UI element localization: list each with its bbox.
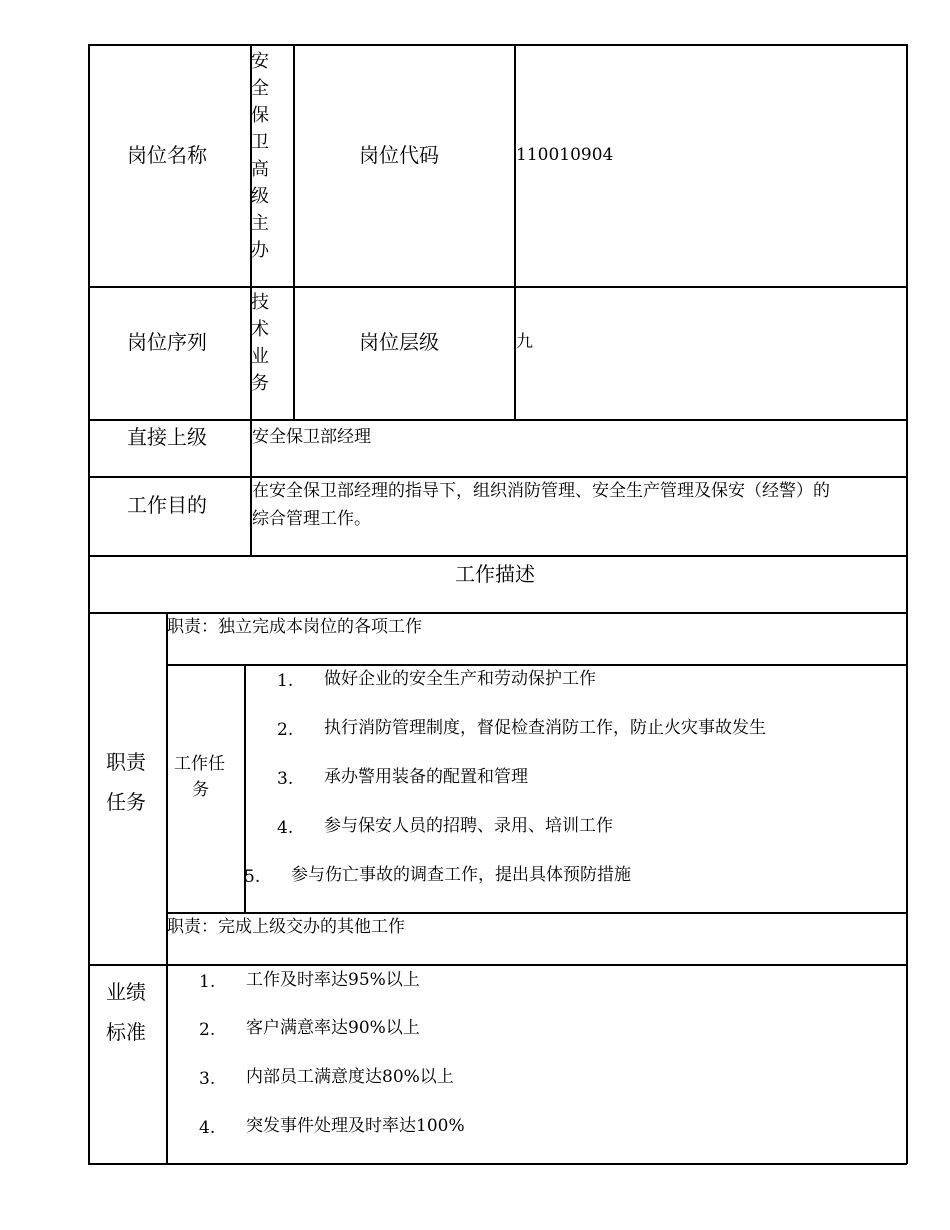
performance-1-text: 工作及时率达95%以上 [246,970,420,990]
task-1-number: 1. [277,671,294,691]
task-2-number: 2. [277,720,294,740]
duties-tasks-label-line2: 任务 [106,790,146,814]
work-purpose-label: 工作目的 [127,493,207,517]
direct-superior-label: 直接上级 [127,425,207,449]
row-divider [88,964,907,966]
performance-4-number: 4. [199,1118,216,1138]
duty-2-text: 职责：完成上级交办的其他工作 [167,917,405,937]
row-divider [166,912,907,914]
position-name-value: 安全保卫高级主办 [251,51,269,261]
table-border-right [906,44,908,1164]
performance-3-number: 3. [199,1069,216,1089]
performance-2-text: 客户满意率达90%以上 [246,1018,420,1038]
duties-tasks-label-line1: 职责 [106,750,146,774]
work-purpose-value-line2: 综合管理工作。 [252,509,371,529]
position-level-label: 岗位层级 [359,330,439,354]
work-tasks-label-line2: 务 [192,780,209,800]
col-divider [166,612,168,1164]
performance-2-number: 2. [199,1020,216,1040]
col-divider [293,44,295,420]
table-border-left [88,44,90,1164]
task-5-text: 参与伤亡事故的调查工作，提出具体预防措施 [291,865,631,885]
task-3-text: 承办警用装备的配置和管理 [324,767,528,787]
position-series-value: 技术业务 [251,292,269,394]
position-level-value: 九 [516,332,533,352]
position-code-value: 110010904 [516,145,614,165]
task-1-text: 做好企业的安全生产和劳动保护工作 [324,669,596,689]
task-5-number: 5. [244,867,261,887]
performance-3-text: 内部员工满意度达80%以上 [246,1067,454,1087]
performance-1-number: 1. [199,972,216,992]
duty-1-text: 职责：独立完成本岗位的各项工作 [167,617,422,637]
performance-4-text: 突发事件处理及时率达100% [246,1116,465,1136]
row-divider [88,286,907,288]
table-border-top [88,44,907,46]
work-purpose-value-line1: 在安全保卫部经理的指导下，组织消防管理、安全生产管理及保安（经警）的 [252,481,830,501]
table-border-bottom [88,1163,907,1165]
col-divider [514,44,516,420]
position-series-label: 岗位序列 [127,330,207,354]
row-divider [166,664,907,666]
work-tasks-label-line1: 工作任 [174,754,225,774]
row-divider [88,612,907,614]
row-divider [88,419,907,421]
performance-label-line1: 业绩 [106,980,146,1004]
direct-superior-value: 安全保卫部经理 [252,427,371,447]
position-code-label: 岗位代码 [359,143,439,167]
position-name-label: 岗位名称 [127,143,207,167]
row-divider [88,555,907,557]
performance-label-line2: 标准 [106,1020,146,1044]
task-2-text: 执行消防管理制度，督促检查消防工作，防止火灾事故发生 [324,718,766,738]
task-4-text: 参与保安人员的招聘、录用、培训工作 [324,816,613,836]
work-description-heading: 工作描述 [455,562,535,586]
row-divider [88,476,907,478]
task-4-number: 4. [277,818,294,838]
task-3-number: 3. [277,769,294,789]
